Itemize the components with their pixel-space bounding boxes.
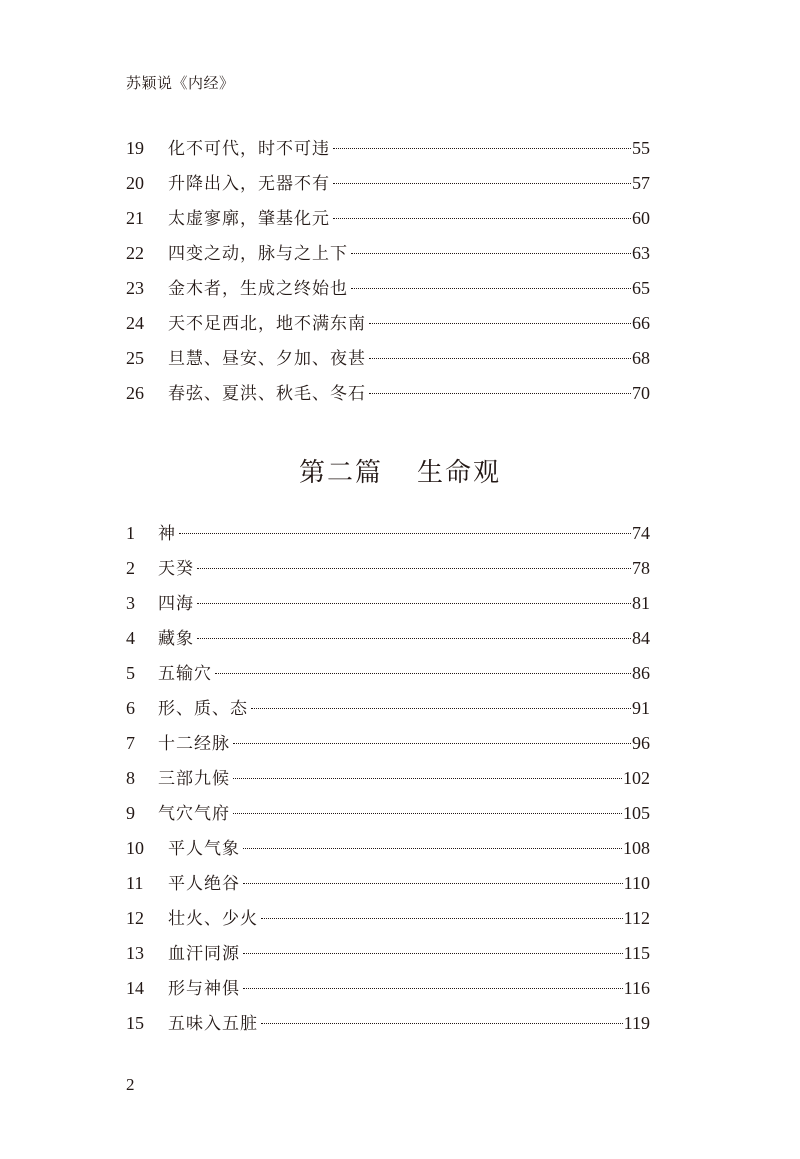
entry-title: 藏象: [158, 629, 194, 649]
dot-leader: [179, 533, 631, 534]
entry-title: 三部九候: [158, 769, 230, 789]
entry-page: 78: [632, 558, 650, 578]
dot-leader: [243, 953, 623, 954]
toc-entry[interactable]: [126, 656, 650, 691]
entry-page: 68: [632, 348, 650, 368]
dot-leader: [333, 218, 631, 219]
entry-number: 25: [126, 348, 144, 368]
entry-title: 十二经脉: [158, 734, 230, 754]
toc-entry[interactable]: [126, 726, 650, 761]
dot-leader: [351, 253, 631, 254]
toc-entry[interactable]: [126, 236, 650, 271]
entry-title: 平人绝谷: [168, 874, 240, 894]
toc-entry[interactable]: [126, 971, 650, 1006]
toc-entry[interactable]: [126, 516, 650, 551]
toc-entry[interactable]: [126, 271, 650, 306]
entry-number: 7: [126, 733, 135, 753]
entry-page: 55: [632, 138, 650, 158]
entry-number: 21: [126, 208, 144, 228]
entry-number: 23: [126, 278, 144, 298]
entry-page: 86: [632, 663, 650, 683]
dot-leader: [243, 988, 623, 989]
dot-leader: [197, 603, 631, 604]
dot-leader: [261, 1023, 623, 1024]
entry-page: 81: [632, 593, 650, 613]
dot-leader: [333, 148, 631, 149]
entry-number: 3: [126, 593, 135, 613]
toc-entry[interactable]: [126, 901, 650, 936]
toc-entry[interactable]: [126, 551, 650, 586]
toc-entry[interactable]: [126, 761, 650, 796]
entry-title: 五味入五脏: [168, 1014, 258, 1034]
entry-number: 26: [126, 383, 144, 403]
toc-entry[interactable]: [126, 341, 650, 376]
toc-entry[interactable]: [126, 201, 650, 236]
entry-title: 神: [158, 524, 176, 544]
entry-number: 6: [126, 698, 135, 718]
toc-entry[interactable]: [126, 936, 650, 971]
entry-page: 108: [623, 838, 650, 858]
toc-entry[interactable]: [126, 1006, 650, 1041]
entry-title: 化不可代，时不可违: [168, 139, 330, 159]
dot-leader: [233, 813, 622, 814]
entry-page: 119: [623, 1013, 650, 1033]
entry-number: 5: [126, 663, 135, 683]
entry-page: 112: [623, 908, 650, 928]
dot-leader: [243, 848, 622, 849]
entry-number: 13: [126, 943, 144, 963]
entry-title: 壮火、少火: [168, 909, 258, 929]
entry-page: 60: [632, 208, 650, 228]
dot-leader: [333, 183, 631, 184]
toc-entry[interactable]: [126, 166, 650, 201]
entry-number: 24: [126, 313, 144, 333]
entry-page: 115: [623, 943, 650, 963]
entry-number: 1: [126, 523, 135, 543]
entry-title: 形、质、态: [158, 699, 248, 719]
entry-title: 平人气象: [168, 839, 240, 859]
toc-entry[interactable]: [126, 306, 650, 341]
part-heading: [0, 452, 800, 489]
entry-number: 12: [126, 908, 144, 928]
entry-number: 20: [126, 173, 144, 193]
dot-leader: [233, 743, 631, 744]
entry-page: 84: [632, 628, 650, 648]
entry-number: 22: [126, 243, 144, 263]
entry-page: 91: [632, 698, 650, 718]
toc-entry[interactable]: [126, 376, 650, 411]
dot-leader: [251, 708, 631, 709]
entry-number: 8: [126, 768, 135, 788]
entry-page: 105: [623, 803, 650, 823]
toc-entry[interactable]: [126, 691, 650, 726]
dot-leader: [261, 918, 623, 919]
entry-number: 11: [126, 873, 144, 893]
running-head: 苏颖说《内经》: [126, 74, 235, 92]
dot-leader: [197, 568, 631, 569]
toc-entry[interactable]: [126, 831, 650, 866]
dot-leader: [369, 323, 631, 324]
entry-page: 96: [632, 733, 650, 753]
entry-title: 天癸: [158, 559, 194, 579]
entry-title: 升降出入，无器不有: [168, 174, 330, 194]
toc-entry[interactable]: [126, 621, 650, 656]
entry-page: 70: [632, 383, 650, 403]
page-number: 2: [126, 1075, 135, 1094]
dot-leader: [233, 778, 622, 779]
part-title: 生命观: [417, 458, 502, 488]
toc-entry[interactable]: [126, 131, 650, 166]
part-label: 第二篇: [298, 458, 383, 488]
toc-entry[interactable]: [126, 586, 650, 621]
entry-title: 春弦、夏洪、秋毛、冬石: [168, 384, 366, 404]
entry-title: 四海: [158, 594, 194, 614]
entry-title: 四变之动，脉与之上下: [168, 244, 348, 264]
entry-page: 66: [632, 313, 650, 333]
entry-title: 旦慧、昼安、夕加、夜甚: [168, 349, 366, 369]
entry-page: 110: [623, 873, 650, 893]
entry-number: 2: [126, 558, 135, 578]
entry-number: 4: [126, 628, 135, 648]
toc-entry[interactable]: [126, 866, 650, 901]
entry-title: 金木者，生成之终始也: [168, 279, 348, 299]
dot-leader: [215, 673, 631, 674]
dot-leader: [243, 883, 623, 884]
toc-section-1: [126, 131, 650, 411]
entry-page: 57: [632, 173, 650, 193]
entry-number: 19: [126, 138, 144, 158]
toc-entry[interactable]: [126, 796, 650, 831]
entry-title: 血汗同源: [168, 944, 240, 964]
entry-number: 10: [126, 838, 144, 858]
entry-page: 116: [623, 978, 650, 998]
entry-title: 五输穴: [158, 664, 212, 684]
entry-number: 9: [126, 803, 135, 823]
dot-leader: [369, 358, 631, 359]
dot-leader: [369, 393, 631, 394]
dot-leader: [351, 288, 631, 289]
entry-page: 65: [632, 278, 650, 298]
entry-number: 14: [126, 978, 144, 998]
entry-title: 形与神俱: [168, 979, 240, 999]
entry-number: 15: [126, 1013, 144, 1033]
entry-page: 63: [632, 243, 650, 263]
entry-title: 气穴气府: [158, 804, 230, 824]
toc-section-2: [126, 516, 650, 1041]
dot-leader: [197, 638, 631, 639]
entry-page: 102: [623, 768, 650, 788]
entry-title: 太虚寥廓，肇基化元: [168, 209, 330, 229]
entry-page: 74: [632, 523, 650, 543]
entry-title: 天不足西北，地不满东南: [168, 314, 366, 334]
